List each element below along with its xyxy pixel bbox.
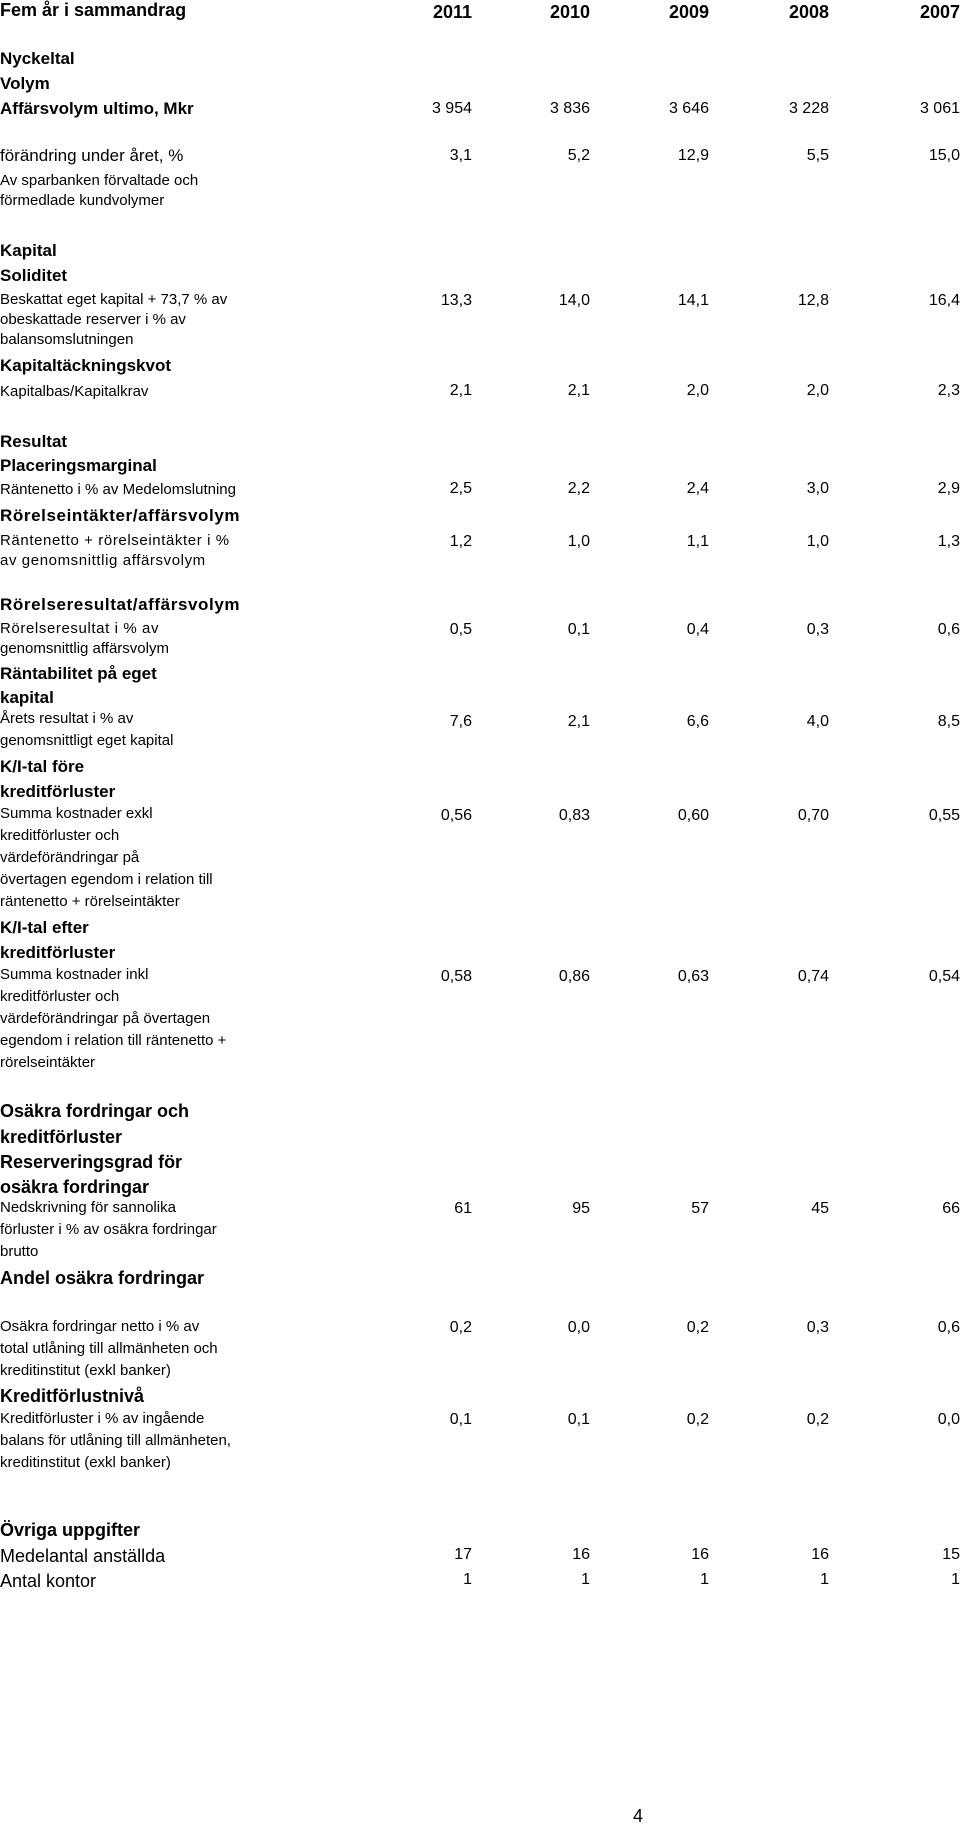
description-line: Kapitalbas/Kapitalkrav <box>0 383 149 400</box>
description-line: total utlåning till allmänheten och <box>0 1340 218 1357</box>
value-cell: 0,2 <box>686 1319 709 1336</box>
value-cell: 15 <box>942 1546 960 1563</box>
note-line: Av sparbanken förvaltade och <box>0 172 199 189</box>
value-cell: 66 <box>942 1200 960 1217</box>
value-cell: 1 <box>951 1571 960 1588</box>
description-line: Årets resultat i % av <box>0 710 134 727</box>
value-cell: 0,83 <box>558 807 590 824</box>
heading-rantabilitet: kapital <box>0 688 54 707</box>
value-cell: 3,1 <box>449 147 472 164</box>
value-cell: 2,1 <box>567 713 590 730</box>
heading-kapitaltackningskvot: Kapitaltäckningskvot <box>0 356 171 375</box>
heading-ki-fore: K/I-tal före <box>0 757 85 776</box>
section-heading-resultat: Resultat <box>0 432 68 451</box>
description-line: Kreditförluster i % av ingående <box>0 1410 205 1427</box>
description-line: värdeförändringar på övertagen <box>0 1010 211 1027</box>
value-cell: 1 <box>820 1571 829 1588</box>
section-heading-ovriga: Övriga uppgifter <box>0 1520 141 1540</box>
heading-reserveringsgrad: Reserveringsgrad för <box>0 1152 183 1172</box>
description-line: obeskattade reserver i % av <box>0 311 186 328</box>
value-cell: 57 <box>691 1200 709 1217</box>
note-line: förmedlade kundvolymer <box>0 192 165 209</box>
value-cell: 0,6 <box>937 1319 960 1336</box>
value-cell: 0,60 <box>677 807 709 824</box>
value-cell: 12,9 <box>677 147 709 164</box>
description-line: kreditförluster och <box>0 827 120 844</box>
value-cell: 45 <box>811 1200 829 1217</box>
row-label-affarsvolym: Affärsvolym ultimo, Mkr <box>0 99 194 118</box>
value-cell: 2,9 <box>937 480 960 497</box>
value-cell: 0,58 <box>440 968 472 985</box>
description-line: egendom i relation till räntenetto + <box>0 1032 227 1049</box>
description-line: Räntenetto i % av Medelomslutning <box>0 481 236 498</box>
heading-placeringsmarginal: Placeringsmarginal <box>0 456 157 475</box>
section-heading-nyckeltal: Nyckeltal <box>0 49 75 68</box>
value-cell: 5,5 <box>806 147 829 164</box>
value-cell: 2,2 <box>567 480 590 497</box>
heading-rorelseintakter: Rörelseintäkter/affärsvolym <box>0 506 241 525</box>
value-cell: 14,0 <box>558 292 590 309</box>
heading-ki-efter: K/I-tal efter <box>0 918 89 937</box>
value-cell: 0,63 <box>677 968 709 985</box>
section-heading-kapital: Kapital <box>0 241 57 260</box>
section-heading-osakra: kreditförluster <box>0 1127 123 1147</box>
value-cell: 14,1 <box>677 292 709 309</box>
value-cell: 0,54 <box>928 968 960 985</box>
value-cell: 1,1 <box>686 533 709 550</box>
value-cell: 1 <box>463 1571 472 1588</box>
page-number: 4 <box>633 1806 644 1826</box>
page-title: Fem år i sammandrag <box>0 0 187 20</box>
value-cell: 1 <box>700 1571 709 1588</box>
value-cell: 0,74 <box>797 968 829 985</box>
value-cell: 0,3 <box>806 621 829 638</box>
value-cell: 0,1 <box>567 621 590 638</box>
description-line: kreditinstitut (exkl banker) <box>0 1362 171 1379</box>
heading-soliditet: Soliditet <box>0 266 68 285</box>
value-cell: 0,3 <box>806 1319 829 1336</box>
description-line: rörelseintäkter <box>0 1054 96 1071</box>
row-label-anstallda: Medelantal anställda <box>0 1546 166 1566</box>
value-cell: 2,4 <box>686 480 709 497</box>
heading-rantabilitet: Räntabilitet på eget <box>0 664 157 683</box>
value-cell: 0,4 <box>686 621 709 638</box>
value-cell: 3,0 <box>806 480 829 497</box>
value-cell: 1,3 <box>937 533 960 550</box>
heading-volym: Volym <box>0 74 50 93</box>
value-cell: 0,6 <box>937 621 960 638</box>
description-line: Beskattat eget kapital + 73,7 % av <box>0 291 228 308</box>
value-cell: 3 228 <box>788 100 829 117</box>
description-line: Osäkra fordringar netto i % av <box>0 1318 200 1335</box>
description-line: genomsnittlig affärsvolym <box>0 640 169 657</box>
year-header-1: 2011 <box>432 2 472 22</box>
value-cell: 0,70 <box>797 807 829 824</box>
value-cell: 13,3 <box>440 292 472 309</box>
value-cell: 2,1 <box>567 382 590 399</box>
value-cell: 1,0 <box>806 533 829 550</box>
description-line: övertagen egendom i relation till <box>0 871 213 888</box>
description-line: brutto <box>0 1243 39 1260</box>
value-cell: 61 <box>454 1200 472 1217</box>
value-cell: 0,5 <box>449 621 472 638</box>
description-line: balansomslutningen <box>0 331 134 348</box>
heading-kreditforlustniva: Kreditförlustnivå <box>0 1386 145 1406</box>
value-cell: 3 836 <box>549 100 590 117</box>
year-header-4: 2008 <box>788 2 829 22</box>
value-cell: 2,5 <box>449 480 472 497</box>
value-cell: 3 646 <box>668 100 709 117</box>
description-line: Räntenetto + rörelseintäkter i % <box>0 532 230 549</box>
value-cell: 6,6 <box>686 713 709 730</box>
description-line: Summa kostnader exkl <box>0 805 153 822</box>
value-cell: 16 <box>691 1546 709 1563</box>
heading-rorelseresultat: Rörelseresultat/affärsvolym <box>0 595 241 614</box>
description-line: Nedskrivning för sannolika <box>0 1199 176 1216</box>
value-cell: 95 <box>572 1200 590 1217</box>
value-cell: 2,0 <box>686 382 709 399</box>
description-line: Summa kostnader inkl <box>0 966 149 983</box>
value-cell: 7,6 <box>449 713 472 730</box>
value-cell: 0,55 <box>928 807 960 824</box>
value-cell: 16 <box>811 1546 829 1563</box>
value-cell: 0,2 <box>806 1411 829 1428</box>
value-cell: 2,3 <box>937 382 960 399</box>
value-cell: 4,0 <box>806 713 829 730</box>
section-heading-osakra: Osäkra fordringar och <box>0 1101 190 1121</box>
description-line: Rörelseresultat i % av <box>0 620 160 637</box>
row-label-kontor: Antal kontor <box>0 1571 97 1591</box>
value-cell: 0,86 <box>558 968 590 985</box>
heading-ki-efter: kreditförluster <box>0 943 116 962</box>
value-cell: 12,8 <box>797 292 829 309</box>
description-line: räntenetto + rörelseintäkter <box>0 893 180 910</box>
value-cell: 1,0 <box>567 533 590 550</box>
value-cell: 0,0 <box>567 1319 590 1336</box>
value-cell: 2,1 <box>449 382 472 399</box>
description-line: kreditförluster och <box>0 988 120 1005</box>
value-cell: 1,2 <box>449 533 472 550</box>
row-label-forandring: förändring under året, % <box>0 146 184 165</box>
description-line: värdeförändringar på <box>0 849 140 866</box>
value-cell: 0,2 <box>686 1411 709 1428</box>
value-cell: 3 061 <box>919 100 960 117</box>
value-cell: 16,4 <box>928 292 960 309</box>
value-cell: 17 <box>454 1546 472 1563</box>
value-cell: 3 954 <box>431 100 472 117</box>
value-cell: 5,2 <box>567 147 590 164</box>
heading-reserveringsgrad: osäkra fordringar <box>0 1177 150 1197</box>
year-header-5: 2007 <box>919 2 960 22</box>
value-cell: 0,0 <box>937 1411 960 1428</box>
value-cell: 16 <box>572 1546 590 1563</box>
heading-andel: Andel osäkra fordringar <box>0 1268 205 1288</box>
year-header-2: 2010 <box>549 2 590 22</box>
value-cell: 0,1 <box>449 1411 472 1428</box>
description-line: kreditinstitut (exkl banker) <box>0 1454 171 1471</box>
description-line: förluster i % av osäkra fordringar <box>0 1221 217 1238</box>
description-line: genomsnittligt eget kapital <box>0 732 174 749</box>
value-cell: 0,56 <box>440 807 472 824</box>
value-cell: 1 <box>581 1571 590 1588</box>
value-cell: 15,0 <box>928 147 960 164</box>
value-cell: 8,5 <box>937 713 960 730</box>
heading-ki-fore: kreditförluster <box>0 782 116 801</box>
value-cell: 0,1 <box>567 1411 590 1428</box>
description-line: av genomsnittlig affärsvolym <box>0 552 206 569</box>
value-cell: 2,0 <box>806 382 829 399</box>
description-line: balans för utlåning till allmänheten, <box>0 1432 231 1449</box>
value-cell: 0,2 <box>449 1319 472 1336</box>
year-header-3: 2009 <box>668 2 709 22</box>
